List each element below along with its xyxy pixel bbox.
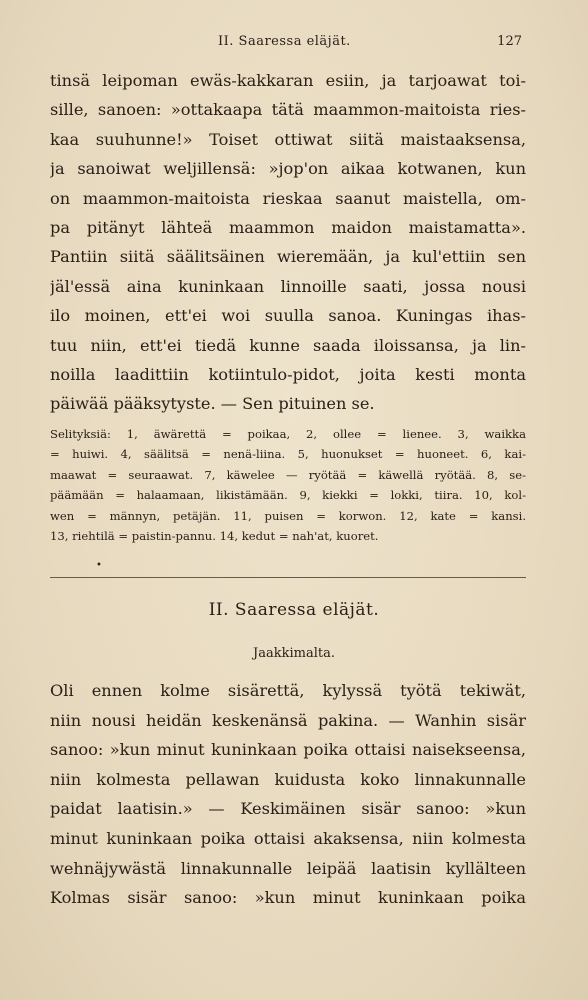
running-title: II. Saaressa eläjät.	[218, 34, 351, 49]
text-line: noilla laadittiin kotiintulo-pidot, joita kesti monta	[50, 364, 526, 384]
glossary-line: wen = männyn, petäjän. 11, puisen = korwon. 12, kate = kansi.	[50, 508, 526, 523]
section-divider	[50, 577, 526, 578]
continued-story-text	[50, 66, 526, 419]
text-line: niin kolmesta pellawan kuidusta koko linnakunnalle	[50, 769, 526, 789]
text-line: päiwää pääksytyste. — Sen pituinen se.	[50, 394, 375, 414]
stray-dot-mark: •	[96, 560, 102, 571]
text-line: ilo moinen, ett'ei woi suulla sanoa. Kuningas ihas-	[50, 306, 526, 326]
glossary-line: Selityksiä: 1, äwärettä = poikaa, 2, ollee = lienee. 3, waikka	[50, 427, 526, 441]
glossary-line: 13, riehtilä = paistin-pannu. 14, kedut = nah'at, kuoret.	[50, 528, 379, 543]
text-line: tuu niin, ett'ei tiedä kunne saada iloissansa, ja lin-	[50, 335, 526, 355]
section-subtitle: Jaakkimalta.	[253, 646, 335, 661]
new-story-text	[50, 676, 526, 913]
text-line: kaa suuhunne!» Toiset ottiwat siitä maistaaksensa,	[50, 129, 526, 149]
text-line: paidat laatisin.» — Keskimäinen sisär sanoo: »kun	[50, 799, 526, 819]
text-line: jäl'essä aina kuninkaan linnoille saati, jossa nousi	[50, 276, 526, 296]
text-line: sanoo: »kun minut kuninkaan poika ottaisi naisekseensa,	[50, 740, 526, 760]
section-title: II. Saaressa eläjät.	[208, 600, 380, 620]
text-line: Oli ennen kolme sisärettä, kylyssä työtä tekiwät,	[50, 681, 526, 700]
text-line: Kolmas sisär sanoo: »kun minut kuninkaan poika	[50, 888, 526, 908]
text-line: wehnäjywästä linnakunnalle leipää laatisin kyllälteen	[50, 858, 526, 878]
glossary-line: maawat = seuraawat. 7, käwelee — ryötää = käwellä ryötää. 8, se-	[50, 467, 526, 482]
glossary-line: päämään = halaamaan, likistämään. 9, kiekki = lokki, tiira. 10, kol-	[50, 488, 526, 503]
text-line: Pantiin siitä säälitsäinen wieremään, ja kul'ettiin sen	[50, 247, 526, 267]
glossary-notes	[50, 424, 526, 546]
glossary-line: = huiwi. 4, säälitsä = nenä-liina. 5, huonukset = huoneet. 6, kai-	[50, 447, 526, 462]
page-header	[48, 34, 522, 52]
text-line: niin nousi heidän keskenänsä pakina. — Wanhin sisär	[50, 710, 526, 730]
text-line: pa pitänyt lähteä maammon maidon maistamatta».	[50, 217, 526, 237]
text-line: on maammon-maitoista rieskaa saanut maistella, om-	[50, 188, 526, 208]
text-line: tinsä leipoman ewäs-kakkaran esiin, ja tarjoawat toi-	[50, 71, 526, 90]
page-number: 127	[497, 34, 522, 49]
text-line: minut kuninkaan poika ottaisi akaksensa, niin kolmesta	[50, 828, 526, 848]
text-line: ja sanoiwat weljillensä: »jop'on aikaa kotwanen, kun	[50, 159, 526, 179]
text-line: sille, sanoen: »ottakaapa tätä maammon-maitoista ries-	[50, 100, 526, 120]
